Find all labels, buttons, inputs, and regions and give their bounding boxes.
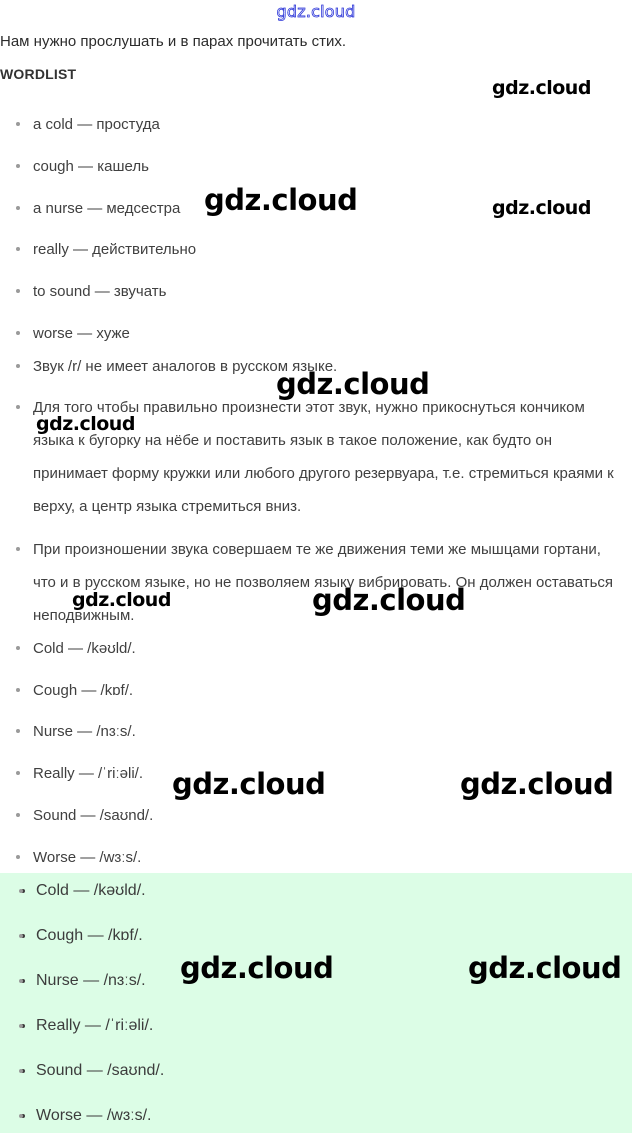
watermark: gdz.cloud [492, 77, 591, 99]
answer-item: • Really — /ˈriːəli/. [36, 1011, 153, 1041]
answer-item: • Sound — /saʊnd/. [36, 1056, 164, 1086]
list-item: worse — хуже [33, 317, 130, 350]
watermark: gdz.cloud [36, 413, 135, 435]
list-item: Cough — /kɒf/. [33, 674, 133, 707]
note-item: Звук /r/ не имеет аналогов в русском языке. [33, 350, 337, 383]
watermark: gdz.cloud [172, 767, 326, 801]
note-item: При произношении звука совершаем те же движения теми же мышцами гортани, что и в русском языке, но не позволяем языку вибрировать. Он должен оставаться неподвижным. [33, 533, 621, 632]
list-item: Worse — /wɜːs/. [33, 841, 141, 874]
answer-item: • Worse — /wɜːs/. [36, 1101, 152, 1131]
answer-item: • Cough — /kɒf/. [36, 921, 143, 951]
watermark: gdz.cloud [204, 183, 358, 217]
list-item: to sound — звучать [33, 275, 166, 308]
watermark: gdz.cloud [72, 589, 171, 611]
watermark: gdz.cloud [312, 583, 466, 617]
list-item: Sound — /saʊnd/. [33, 799, 153, 832]
answer-panel [0, 873, 632, 1133]
list-item: a nurse — медсестра [33, 192, 180, 225]
intro-text: Нам нужно прослушать и в парах прочитать стих. [0, 33, 347, 50]
answer-item: • Nurse — /nɜːs/. [36, 966, 146, 996]
watermark: gdz.cloud [460, 767, 614, 801]
list-item: cough — кашель [33, 150, 149, 183]
watermark: gdz.cloud [468, 951, 622, 985]
list-item: Nurse — /nɜːs/. [33, 715, 136, 748]
list-item: really — действительно [33, 233, 196, 266]
top-watermark-link[interactable]: gdz.cloud [276, 2, 356, 21]
list-item: Really — /ˈriːəli/. [33, 757, 143, 790]
list-item: a cold — простуда [33, 108, 160, 141]
watermark: gdz.cloud [276, 367, 430, 401]
watermark: gdz.cloud [180, 951, 334, 985]
note-item: Для того чтобы правильно произнести этот звук, нужно прикоснуться кончиком языка к бугорку на нёбе и поставить язык в такое положение, как будто он принимает форму кружки или любого другого резервуара, т.е. стремиться краями к верху, а центр языка стремиться вниз. [33, 391, 621, 523]
watermark: gdz.cloud [492, 197, 591, 219]
wordlist-heading: WORDLIST [0, 66, 77, 82]
answer-item: • Cold — /kəʊld/. [36, 876, 146, 906]
list-item: Cold — /kəʊld/. [33, 632, 136, 665]
